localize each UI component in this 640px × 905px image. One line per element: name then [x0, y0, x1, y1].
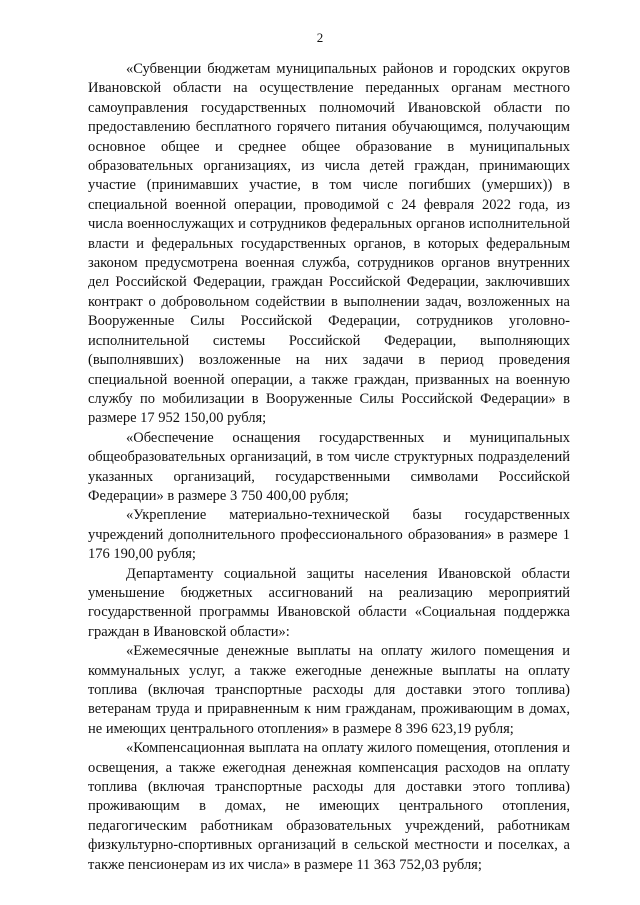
- paragraph-compensation-payment: «Компенсационная выплата на оплату жилого помещения, отопления и освещения, а также ежегодная денежная компенсация расходов на оплату топлива (включая транспортные расходы для доставки этого топлива) проживающим в домах, не имеющих центрального отопления, педагогическим работникам образовательных учреждений, работникам физкультурно-спортивных организаций в сельской местности и поселках, а также пенсионерам из их числа» в размере 11 363 752,03 рубля;: [88, 740, 570, 873]
- paragraph-material-base: «Укрепление материально-технической базы государственных учреждений дополнительного профессионального образования» в размере 1 176 190,00 рубля;: [88, 507, 570, 563]
- paragraph-state-symbols: «Обеспечение оснащения государственных и муниципальных общеобразовательных организаций, в том числе структурных подразделений указанных организаций, государственными символами Российской Федерации» в размере 3 750 400,00 рубля;: [88, 429, 570, 504]
- page-number: 2: [316, 30, 324, 45]
- paragraph-subventions-hot-meals: «Субвенции бюджетам муниципальных районов и городских округов Ивановской области на осуществление переданных органам местного самоуправления государственных полномочий Ивановской области по предоставлению бесплатного горячего питания обучающимся, получающим основное общее и среднее общее образование в муниципальных образовательных организациях, из числа детей граждан, принимающих участие (принимавших участие, в том числе погибших (умерших)) в специальной военной операции, проводимой с 24 февраля 2022 года, из числа военнослужащих и сотрудников федеральных органов исполнительной власти и федеральных государственных органов, в которых федеральным законом предусмотрена военная служба, сотрудников органов внутренних дел Российской Федерации, граждан Российской Федерации, заключивших контракт о добровольном содействии в выполнении задач, возложенных на Вооруженные Силы Российской Федерации, сотрудников уголовно-исполнительной системы Российской Федерации, выполняющих (выполнявших) возложенные на них задачи в период проведения специальной военной операции, а также граждан, призванных на военную службу по мобилизации в Вооруженные Силы Российской Федерации» в размере 17 952 150,00 рубля;: [88, 61, 570, 427]
- paragraph-social-protection-department: Департаменту социальной защиты населения Ивановской области уменьшение бюджетных ассигнований на реализацию мероприятий государственной программы Ивановской области «Социальная поддержка граждан в Ивановской области»:: [88, 565, 570, 640]
- paragraph-monthly-payments: «Ежемесячные денежные выплаты на оплату жилого помещения и коммунальных услуг, а также ежегодные денежные выплаты на оплату топлива (включая транспортные расходы для доставки этого топлива) ветеранам труда и приравненным к ним гражданам, проживающим в домах, не имеющих центрального отопления» в размере 8 396 623,19 рубля;: [88, 643, 570, 737]
- document-body: [88, 60, 570, 875]
